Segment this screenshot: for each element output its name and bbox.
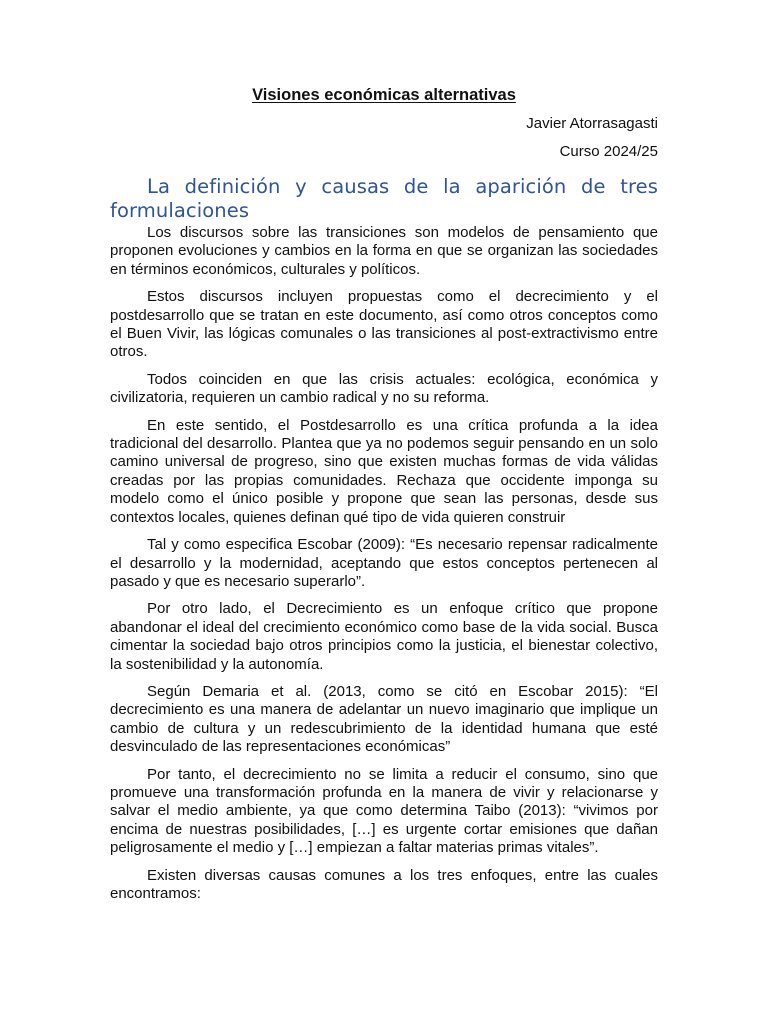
paragraph-8: Por tanto, el decrecimiento no se limita a reducir el consumo, sino que promueve una transformación profunda en la manera de vivir y relacionarse y salvar el medio ambiente, ya que como determina Taibo (2013): “vivimos por encima de nuestras posibilidades, […] es urgente cortar emisiones que dañan peligrosamente el medio y […] empiezan a faltar materias primas vitales”. — [110, 765, 658, 857]
paragraph-2: Estos discursos incluyen propuestas como el decrecimiento y el postdesarrollo que se tratan en este documento, así como otros conceptos como el Buen Vivir, las lógicas comunales o las transiciones al post-extractivismo entre otros. — [110, 288, 658, 361]
section-heading: La definición y causas de la aparición de tres formulaciones — [110, 175, 658, 222]
paragraph-6: Por otro lado, el Decrecimiento es un enfoque crítico que propone abandonar el ideal del crecimiento económico como base de la vida social. Busca cimentar la sociedad bajo otros principios como la justicia, el bienestar colectivo, la sostenibilidad y la autonomía. — [110, 600, 658, 673]
paragraph-7: Según Demaria et al. (2013, como se citó en Escobar 2015): “El decrecimiento es una manera de adelantar un nuevo imaginario que implique un cambio de cultura y un redescubrimiento de la identidad humana que esté desvinculado de las representaciones económicas” — [110, 682, 658, 756]
document-title: Visiones económicas alternativas — [252, 86, 516, 104]
paragraph-1: Los discursos sobre las transiciones son modelos de pensamiento que proponen evoluciones y cambios en la forma en que se organizan las sociedades en términos económicos, culturales y políticos. — [110, 224, 658, 278]
document-page — [110, 84, 658, 912]
paragraph-5: Tal y como especifica Escobar (2009): “Es necesario repensar radicalmente el desarrollo y la modernidad, aceptando que estos conceptos pertenecen al pasado y que es necesario superarlo”. — [110, 536, 658, 590]
paragraph-4: En este sentido, el Postdesarrollo es una crítica profunda a la idea tradicional del desarrollo. Plantea que ya no podemos seguir pensando en un solo camino universal de progreso, sino que existen muchas formas de vida válidas creadas por las propias comunidades. Rechaza que occidente imponga su modelo como el único posible y propone que sean las personas, desde sus contextos locales, quienes definan qué tipo de vida quieren construir — [110, 416, 658, 526]
paragraph-3: Todos coinciden en que las crisis actuales: ecológica, económica y civilizatoria, requieren un cambio radical y no su reforma. — [110, 370, 658, 407]
paragraph-9: Existen diversas causas comunes a los tres enfoques, entre las cuales encontramos: — [110, 866, 658, 902]
course-year: Curso 2024/25 — [559, 143, 658, 160]
author-name: Javier Atorrasagasti — [526, 115, 658, 132]
